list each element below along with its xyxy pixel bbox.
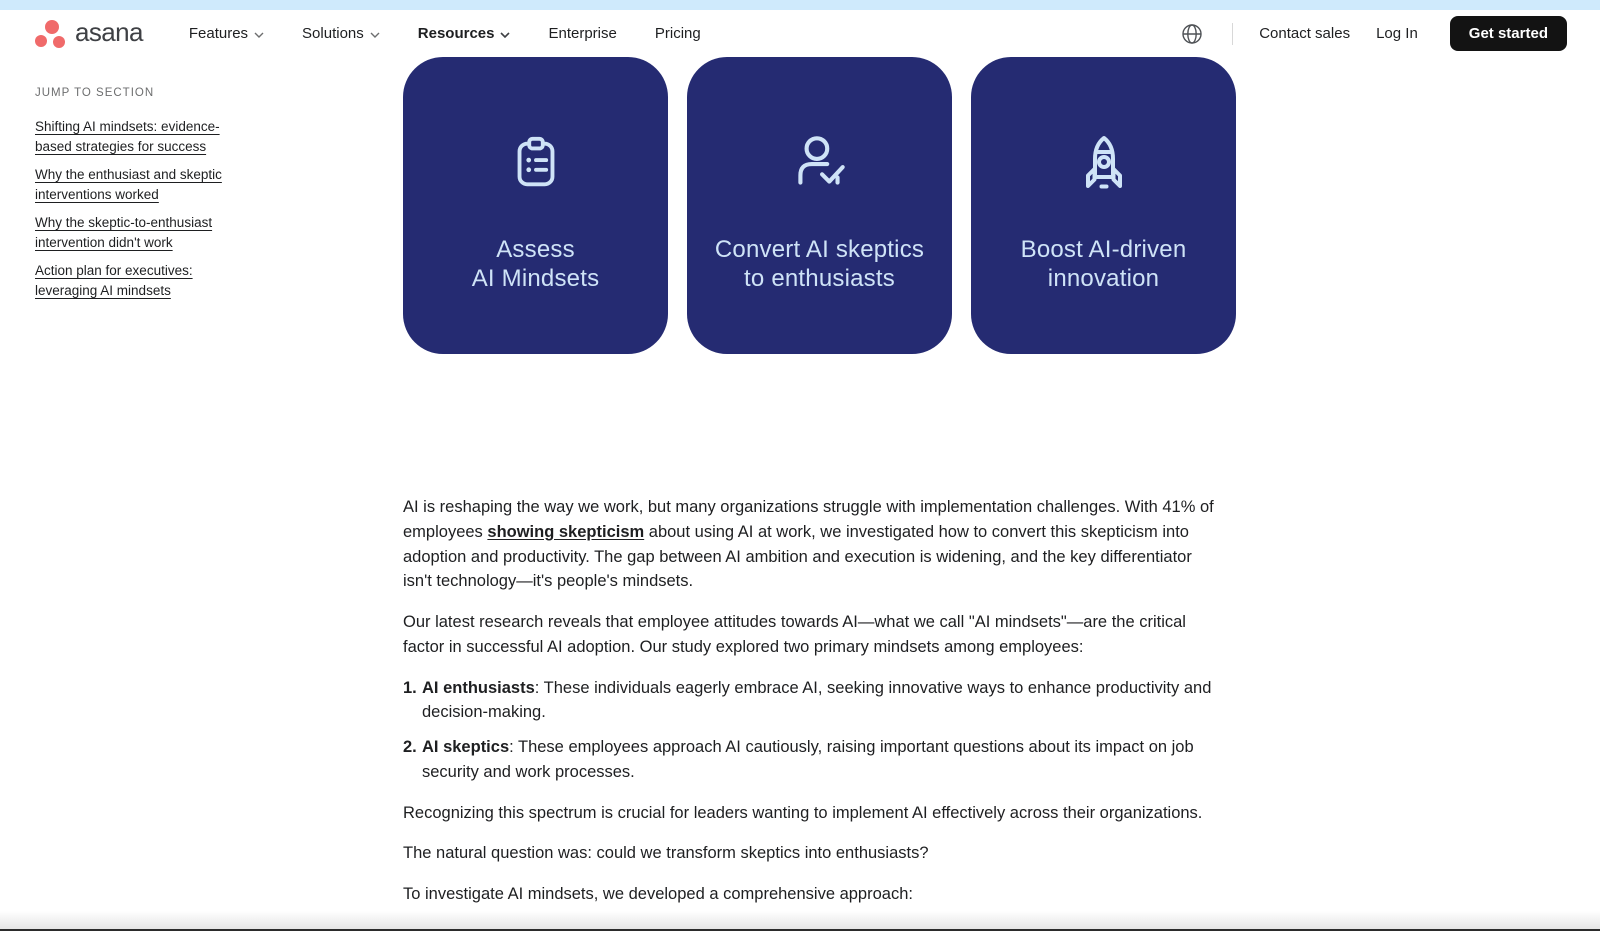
chevron-down-icon	[254, 32, 264, 38]
card-title: Convert AI skeptics to enthusiasts	[714, 236, 925, 292]
contact-sales-link[interactable]: Contact sales	[1259, 25, 1351, 42]
clipboard-list-icon	[505, 127, 567, 199]
toc-link-why-intervention-didnt-work[interactable]: Why the skeptic-to-enthusiast intervention didn't work	[35, 215, 213, 250]
asana-logo[interactable]	[33, 18, 143, 50]
card-title: Boost AI-driven innovation	[1020, 236, 1187, 292]
sidebar-heading: JUMP TO SECTION	[35, 87, 155, 99]
card-title: Assess AI Mindsets	[471, 236, 600, 292]
nav-item-resources[interactable]: Resources	[418, 25, 511, 42]
get-started-button[interactable]: Get started	[1450, 16, 1567, 51]
navbar-right	[1180, 16, 1567, 51]
toc-link-shifting-ai-mindsets[interactable]: Shifting AI mindsets: evidence-based strategies for success	[35, 119, 220, 154]
showing-skepticism-link[interactable]: showing skepticism	[487, 522, 645, 541]
paragraph-intro: AI is reshaping the way we work, but many organizations struggle with implementation challenges. With 41% of employees showing skepticism about using AI at work, we investigated how to convert this skepticism into adoption and productivity. The gap between AI ambition and execution is widening, and the key differentiator isn't technology—it's people's mindsets.	[403, 498, 1214, 591]
card-convert-ai-skeptics	[687, 57, 952, 354]
paragraph-question: The natural question was: could we transform skeptics into enthusiasts?	[403, 844, 929, 863]
primary-nav	[189, 25, 701, 42]
jump-to-section-sidebar	[35, 87, 235, 309]
toc-link-action-plan[interactable]: Action plan for executives: leveraging AI mindsets	[35, 263, 193, 298]
globe-icon[interactable]	[1180, 22, 1204, 46]
card-assess-ai-mindsets	[403, 57, 668, 354]
nav-item-solutions[interactable]: Solutions	[302, 25, 380, 42]
top-navbar	[0, 10, 1600, 57]
person-check-icon	[787, 127, 853, 199]
asana-dots-logo-icon	[33, 18, 67, 50]
card-boost-ai-innovation	[971, 57, 1236, 354]
list-item: 1. AI enthusiasts: These individuals eagerly embrace AI, seeking innovative ways to enhance productivity and decision-making.	[403, 678, 1212, 722]
article-body	[403, 495, 1221, 923]
rocket-icon	[1072, 127, 1136, 199]
paragraph-research: Our latest research reveals that employee attitudes towards AI—what we call "AI mindsets"—are the critical factor in successful AI adoption. Our study explored two primary mindsets among employees:	[403, 613, 1186, 656]
nav-item-features[interactable]: Features	[189, 25, 264, 42]
paragraph-approach: To investigate AI mindsets, we developed a comprehensive approach:	[403, 885, 913, 903]
page-top-strip	[0, 0, 1600, 10]
paragraph-recognizing: Recognizing this spectrum is crucial for leaders wanting to implement AI effectively across their organizations.	[403, 803, 1203, 822]
highlight-cards	[403, 57, 1236, 354]
chevron-down-icon	[500, 32, 510, 38]
nav-item-enterprise[interactable]: Enterprise	[548, 25, 617, 42]
toc-link-why-interventions-worked[interactable]: Why the enthusiast and skeptic interventions worked	[35, 167, 222, 202]
log-in-link[interactable]: Log In	[1376, 25, 1418, 42]
nav-divider	[1232, 23, 1233, 45]
nav-item-pricing[interactable]: Pricing	[654, 25, 701, 42]
asana-wordmark: asana	[75, 17, 143, 47]
mindsets-list	[403, 676, 1221, 785]
list-item: 2. AI skeptics: These employees approach AI cautiously, raising important questions about its impact on job security and work processes.	[403, 738, 1194, 781]
chevron-down-icon	[370, 32, 380, 38]
